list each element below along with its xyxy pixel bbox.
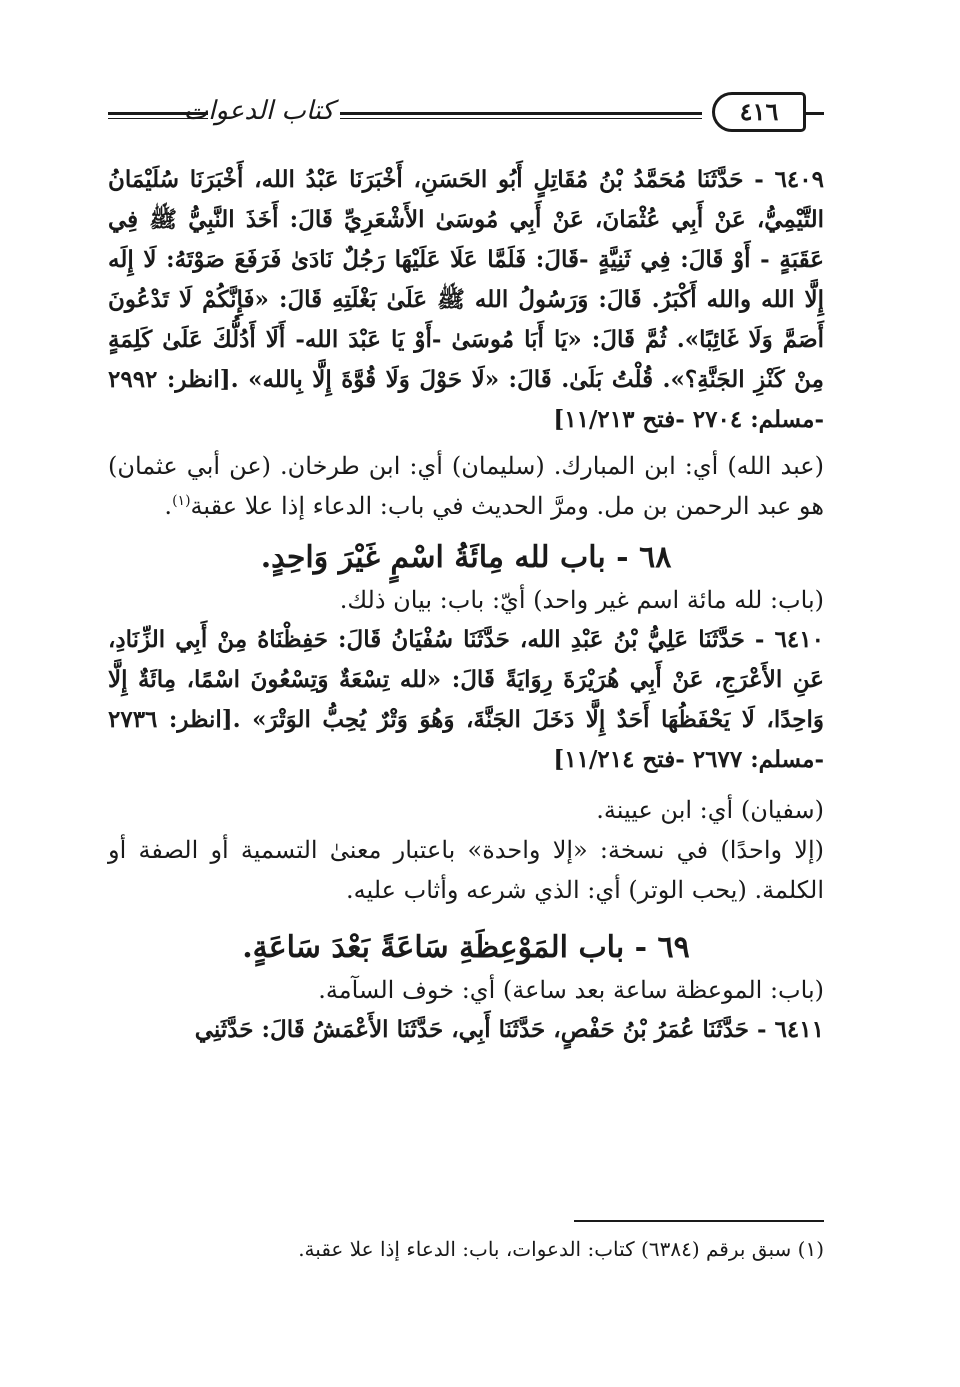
header-rule-right — [804, 112, 824, 115]
chapter-heading-68: ٦٨ - باب لله مِائَةُ اسْمٍ غَيْرَ وَاحِدٍ. — [260, 540, 672, 575]
header-rule-middle-thin — [340, 118, 702, 119]
footnote-separator — [574, 1220, 824, 1222]
footnote-1: (١) سبق برقم (٦٣٨٤) كتاب: الدعوات، باب: الدعاء إذا علا عقبة. — [298, 1237, 824, 1261]
page-header — [108, 88, 824, 146]
running-title: كتاب الدعوات — [183, 96, 334, 126]
hadith-6410: ٦٤١٠ - حَدَّثَنَا عَلِيُّ بْنُ عَبْدِ الله، حَدَّثَنَا سُفْيَانُ قَالَ: حَفِظْنَاهُ مِنْ أَبِي الزِّنَادِ، عَنِ الأَعْرَجِ، عَنْ أَبِي هُرَيْرَةَ رِوَايَةً قَالَ: «لله تِسْعَةٌ وَتِسْعُونَ اسْمًا، مِائَةٌ إِلَّا وَاحِدًا، لَا يَحْفَظُهَا أَحَدٌ إِلَّا دَخَلَ الجَنَّةَ، وَهُوَ وَتْرٌ يُحِبُّ الوَتْرَ» .[انظر: ٢٧٣٦ -مسلم: ٢٦٧٧ -فتح ١١/٢١٤] — [108, 626, 824, 773]
chapter-heading-69: ٦٩ - باب المَوْعِظَةِ سَاعَةً بَعْدَ سَاعَةٍ. — [242, 930, 690, 965]
hadith-6411: ٦٤١١ - حَدَّثَنَا عُمَرُ بْنُ حَفْصٍ، حَدَّثَنَا أَبِي، حَدَّثَنَا الأَعْمَشُ قَالَ: حَدَّثَنِي — [194, 1016, 824, 1043]
commentary-illa-wahidan: (إلا واحدًا) في نسخة: «إلا واحدة» باعتبار معنىٰ التسمية أو الصفة أو الكلمة. (يحب الوتر) أي: الذي شرعه وأثاب عليه. — [108, 836, 824, 904]
hadith-6409: ٦٤٠٩ - حَدَّثَنَا مُحَمَّدُ بْنُ مُقَاتِلٍ أَبُو الحَسَنِ، أَخْبَرَنَا عَبْدُ الله، أَخْبَرَنَا سُلَيْمَانُ التَّيْمِيُّ، عَنْ أَبِي عُثْمَانَ، عَنْ أَبِي مُوسَىٰ الأَشْعَرِيِّ قَالَ: أَخَذَ النَّبِيُّ ﷺ فِي عَقَبَةٍ - أَوْ قَالَ: فِي ثَنِيَّةٍ -قَالَ: فَلَمَّا عَلَا عَلَيْهَا رَجُلٌ نَادَىٰ فَرَفَعَ صَوْتَهُ: لَا إِلَه إِلَّا الله والله أَكْبَرُ. قَالَ: وَرَسُولُ الله ﷺ عَلَىٰ بَغْلَتِهِ قَالَ: «فَإِنَّكُمْ لَا تَدْعُونَ أَصَمَّ وَلَا غَائِبًا». ثُمَّ قَالَ: «يَا أَبَا مُوسَىٰ -أَوْ يَا عَبْدَ الله- أَلَا أَدُلُّكَ عَلَىٰ كَلِمَةٍ مِنْ كَنْزِ الجَنَّةِ؟». قُلْتُ بَلَىٰ. قَالَ: «لَا حَوْلَ وَلَا قُوَّةَ إِلَّا بِالله» .[انظر: ٢٩٩٢ -مسلم: ٢٧٠٤ -فتح ١١/٢١٣] — [108, 166, 824, 433]
book-page — [108, 88, 824, 1318]
header-rule-middle — [340, 112, 702, 115]
footnote-reference[interactable]: (١) — [172, 493, 191, 509]
commentary-tail: . — [164, 492, 173, 520]
commentary-chapter-69: (باب: الموعظة ساعة بعد ساعة) أي: خوف السآمة. — [318, 976, 824, 1004]
commentary-chapter-68: (باب: لله مائة اسم غير واحد) أيّ: باب: بيان ذلك. — [339, 586, 824, 614]
commentary-sufyan: (سفيان) أي: ابن عيينة. — [596, 796, 824, 824]
commentary-text: (عبد الله) أي: ابن المبارك. (سليمان) أي: ابن طرخان. (عن أبي عثمان) هو عبد الرحمن بن مل. ومرَّ الحديث في باب: الدعاء إذا علا عقبة — [108, 452, 824, 520]
page-number: ٤١٦ — [712, 92, 806, 132]
commentary-6409 — [108, 446, 824, 526]
